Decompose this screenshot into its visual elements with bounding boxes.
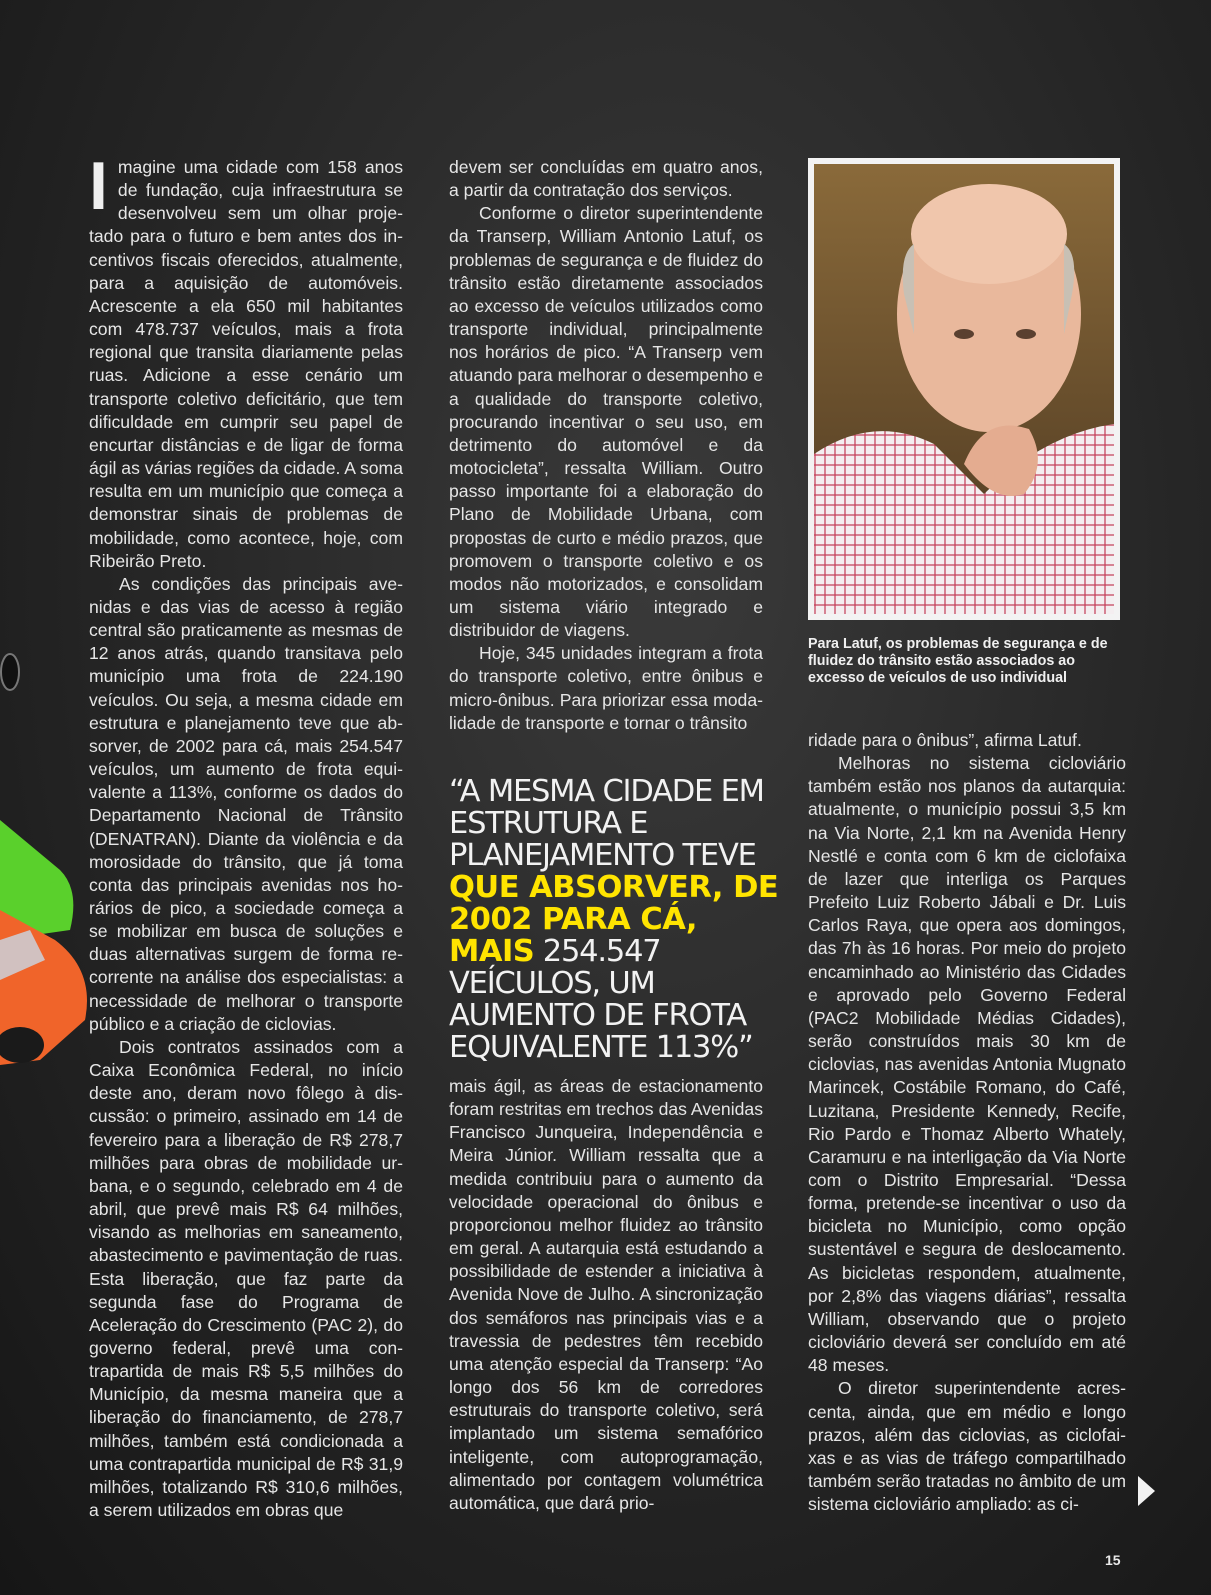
pull-quote-highlight: QUE ABSORVER, DE 2002 PARA CÁ, MAIS [449, 870, 779, 969]
article-paragraph: Conforme o diretor superintendente da Transerp, William Antonio Latuf, os problemas de segurança e de fluidez do trânsito estão diretamente associados ao excesso de veículos utilizados como transporte individual, principalmente nos horários de pico. “A Transerp vem atuando para melhorar o desempenho e a qualidade do transporte coletivo, procurando incentivar o seu uso, em detrimento do automóvel e da motocicleta”, ressalta William. Outro passo importante foi a elaboração do Plano de Mobilidade Urbana, com propostas de curto e médio prazos, que promovem o transporte coletivo e os modos não motorizados, e consolidam um sistema viário integrado e distribuidor de viagens. [449, 203, 763, 641]
drop-cap: I [89, 148, 108, 224]
article-paragraph: Imagine uma cidade com 158 anos de fundação, cuja infraestrutura se desenvolveu sem um olhar projetado para o futuro e bem antes dos incentivos fiscais oferecidos, atualmente, para a aquisição de automóveis. Acrescente a ela 650 mil habitantes com 478.737 veículos, mais a frota regional que transita diariamente pelas ruas. Adicione a esse cenário um transporte coletivo deficitário, que tem dificuldade em cumprir seu papel de encurtar distâncias e de ligar de forma ágil as várias regiões da cidade. A soma resulta em um município que começa a demonstrar sinais de problemas de mobilidade, como acontece, hoje, com Ribeirão Preto. [89, 148, 403, 571]
page-number: 15 [1105, 1552, 1121, 1568]
article-paragraph: mais ágil, as áreas de estacionamento foram restritas em trechos das Avenidas Francisco Junqueira, Independência e Meira Júnior. William ressalta que a medida contribuiu para o aumento da velocidade operacional do ônibus e proporcionou melhor fluidez ao trânsito em geral. A autarquia está estudando a possibilidade de estender a iniciativa à Avenida Nove de Julho. A sincronização dos semáforos nas principais vias e a travessia de pedestres têm recebido uma atenção especial da Transerp: “Ao longo dos 56 km de corredores estruturais do transporte coletivo, será implantado um sistema semafórico inteligente, com autoprogramação, alimentado por contagem volumétrica automática, que dará prio- [449, 1076, 763, 1513]
article-paragraph: devem ser concluídas em quatro anos, a partir da contratação dos serviços. [449, 157, 763, 201]
article-column-3 [808, 729, 1126, 1516]
article-paragraph: Dois contratos assinados com a Caixa Econômica Federal, no início deste ano, deram novo fôlego à discussão: o primeiro, assinado em 14 de fevereiro para a liberação de R$ 278,7 milhões para obras de mobilidade urbana, e o segundo, celebrado em 4 de abril, que prevê mais R$ 64 milhões, visando as melhorias em saneamento, abastecimento e pavimentação de ruas. Esta liberação, que faz parte da segunda fase do Programa de Aceleração do Crescimento (PAC 2), do governo federal, prevê uma contrapartida de mais R$ 5,5 milhões do Município, da mesma maneira que a liberação do financiamento, de 278,7 milhões, também está condicionada a uma contrapartida municipal de R$ 31,9 milhões, totalizando R$ 310,6 milhões, a serem utilizados em obras que [89, 1036, 403, 1521]
article-column-1 [89, 148, 403, 1522]
pull-quote-text-end: 254.547 VEÍCULOS, UM AUMENTO DE FROTA EQUIVALENTE 113%” [449, 934, 753, 1065]
pull-quote-text: “A MESMA CIDADE EM ESTRUTURA E PLANEJAMENTO TEVE [449, 774, 764, 873]
article-paragraph: Hoje, 345 unidades integram a frota do transporte coletivo, entre ônibus e micro-ônibus. Para priorizar essa modalidade de transporte e tornar o trânsito [449, 643, 763, 733]
article-paragraph: ridade para o ônibus”, afirma Latuf. [808, 730, 1082, 750]
article-paragraph: Melhoras no sistema cicloviário também estão nos planos da autarquia: atualmente, o município possui 3,5 km na Via Norte, 2,1 km na Avenida Henry Nestlé e conta com 6 km de ciclofaixa de lazer que interliga os Parques Prefeito Luiz Roberto Jábali e Dr. Luis Carlos Raya, que opera aos domingos, das 7h às 16 horas. Por meio do projeto encaminhado ao Ministério das Cidades e aprovado pelo Governo Federal (PAC2 Mobilidade Médias Cidades), serão construídos mais 30 km de ciclovias, nas avenidas Antonia Mugnato Marincek, Costábile Romano, do Café, Luzitana, Presidente Kennedy, Recife, Rio Pardo e Thomaz Alberto Whately, Caramuru e na interligação da Via Norte com o Distrito Empresarial. “Dessa forma, pretende-se incentivar o uso da bicicleta no Município, como opção sustentável e segura de deslocamento. As bicicletas respondem, atualmente, por 2,8% das viagens diárias”, ressalta William, observando que o projeto cicloviário deverá ser concluído em até 48 meses. [808, 753, 1126, 1376]
photo-frame [808, 158, 1120, 620]
continue-arrow-icon [1138, 1476, 1155, 1506]
portrait-photo [814, 164, 1114, 614]
article-column-2-bottom [449, 1075, 763, 1515]
article-column-2-top [449, 156, 763, 735]
photo-caption: Para Latuf, os problemas de segurança e de fluidez do trânsito estão associados ao excesso de veículos de uso individual [808, 636, 1108, 686]
article-paragraph: O diretor superintendente acrescenta, ainda, que em médio e longo prazos, além das ciclovias, as ciclofaixas e as vias de tráfego compartilhado também serão tratadas no âmbito de um sistema cicloviário ampliado: as ci- [808, 1378, 1126, 1515]
article-paragraph: As condições das principais avenidas e das vias de acesso à região central são praticamente as mesmas de 12 anos atrás, quando transitava pelo município uma frota de 224.190 veículos. Ou seja, a mesma cidade em estrutura e planejamento teve que absorver, de 2002 para cá, mais 254.547 veículos, um aumento de frota equivalente a 113%, conforme os dados do Departamento Nacional de Trânsito (DENATRAN). Diante da violência e da morosidade do trânsito, que já toma conta das principais avenidas nos horários de pico, a sociedade começa a se mobilizar em busca de soluções e duas alternativas surgem de forma recorrente na análise dos especialistas: a necessidade de melhorar o transporte público e a criação de ciclovias. [89, 573, 403, 1034]
pull-quote [449, 776, 779, 1064]
